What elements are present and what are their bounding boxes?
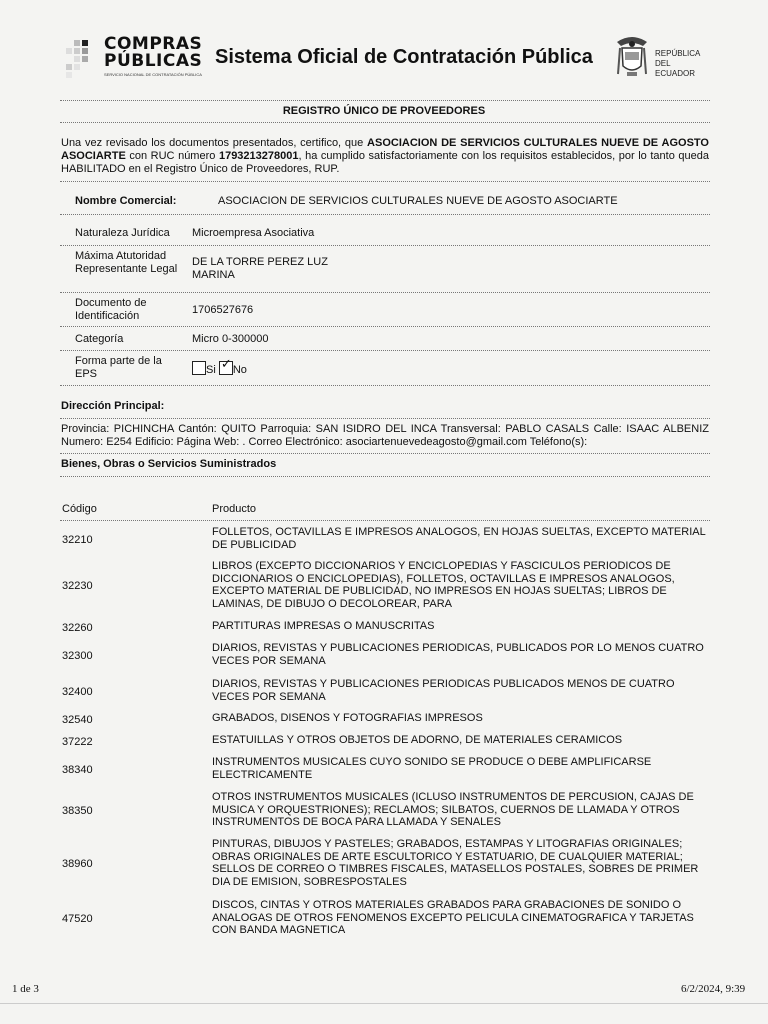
direccion-text: Provincia: PICHINCHA Cantón: QUITO Parroquia: SAN ISIDRO DEL INCA Transversal: PABLO CASALS Calle: ISAAC ALBENIZ Numero: E254 Edificio: Página Web: . Correo Electrónico: asociartenuevedeagosto@gmail.com Teléfono(s): (61, 423, 709, 448)
republic-label (655, 49, 710, 79)
product-description: ESTATUILLAS Y OTROS OBJETOS DE ADORNO, DE MATERIALES CERAMICOS (212, 734, 623, 746)
brand-name (104, 36, 202, 70)
compras-publicas-logo-icon (60, 36, 96, 82)
eps-si-label: Si (206, 364, 216, 376)
certificate-text (61, 137, 709, 176)
brand-line-1: COMPRAS (104, 34, 203, 54)
product-code: 38350 (62, 805, 93, 817)
divider (60, 520, 710, 521)
eps-label: Forma parte de la EPS (75, 355, 162, 380)
direccion-heading: Dirección Principal: (61, 400, 165, 412)
checkmark-icon: ✓ (220, 356, 232, 371)
cert-ruc: 1793213278001 (218, 150, 299, 162)
divider (60, 100, 710, 101)
product-code: 37222 (62, 736, 93, 748)
bienes-heading: Bienes, Obras o Servicios Suministrados (61, 458, 277, 470)
cert-entity: ASOCIACION DE SERVICIOS CULTURALES NUEVE DE AGOSTO ASOCIARTE (61, 137, 709, 162)
nombre-comercial-label: Nombre Comercial: (75, 195, 177, 207)
product-code: 32210 (62, 534, 93, 546)
divider (60, 245, 710, 246)
categoria-label: Categoría (75, 333, 124, 345)
naturaleza-juridica-value: Microempresa Asociativa (192, 227, 315, 239)
divider (60, 476, 710, 477)
product-description: GRABADOS, DISENOS Y FOTOGRAFIAS IMPRESOS (212, 712, 483, 724)
documento-identificacion-label: Documento de Identificación (75, 297, 147, 322)
divider (60, 326, 710, 327)
column-header-codigo: Código (62, 503, 97, 515)
eps-no-label: No (232, 364, 247, 376)
product-code: 32300 (62, 650, 93, 662)
product-code: 38960 (62, 858, 93, 870)
divider (60, 453, 710, 454)
print-datetime: 6/2/2024, 9:39 (681, 983, 746, 995)
divider (60, 350, 710, 351)
divider (60, 385, 710, 386)
nombre-comercial-value: ASOCIACION DE SERVICIOS CULTURALES NUEVE DE AGOSTO ASOCIARTE (218, 195, 618, 207)
column-header-producto: Producto (212, 503, 257, 515)
divider (60, 214, 710, 215)
product-code: 32260 (62, 622, 93, 634)
product-code: 47520 (62, 913, 93, 925)
product-code: 32540 (62, 714, 93, 726)
maxima-autoridad-label: Máxima Atutoridad Representante Legal (75, 250, 178, 275)
cert-part-2: con RUC número (125, 150, 219, 162)
categoria-value: Micro 0-300000 (192, 333, 269, 345)
product-description: LIBROS (EXCEPTO DICCIONARIOS Y ENCICLOPEDIAS Y FASCICULOS PERIODICOS DE DICCIONARIOS O ENCICLOPEDIAS), FOLLETOS, OCTAVILLAS E IMPRESOS ANALOGOS, EXCEPTO MATERIAL DE PUBLICIDAD, NO IMPRESOS EN HOJAS SUELTAS; LIBROS DE LAMINAS, DE DIBUJO O DECOLOREAR, PARA (212, 560, 675, 610)
product-description: PARTITURAS IMPRESAS O MANUSCRITAS (212, 620, 435, 632)
documento-identificacion-value: 1706527676 (192, 304, 254, 316)
eps-no-checkbox[interactable] (219, 356, 233, 375)
product-code: 32230 (62, 580, 93, 592)
eps-options (192, 356, 247, 377)
bottom-edge (0, 1003, 768, 1004)
naturaleza-juridica-label: Naturaleza Jurídica (75, 227, 170, 239)
divider (60, 292, 710, 293)
product-code: 32400 (62, 686, 93, 698)
product-description: DISCOS, CINTAS Y OTROS MATERIALES GRABADOS PARA GRABACIONES DE SONIDO O ANALOGAS DE OTROS FENOMENOS EXCEPTO PELICULA CINEMATOGRAFICA Y TARJETAS CON BANDA MAGNETICA (212, 899, 694, 936)
divider (60, 181, 710, 182)
product-description: DIARIOS, REVISTAS Y PUBLICACIONES PERIODICAS PUBLICADOS MENOS DE CUATRO VECES POR SEMANA (212, 678, 675, 703)
cert-part-3: , ha cumplido satisfactoriamente con los requisitos establecidos, por lo tanto queda HABILITADO en el Registro Único de Proveedores, RUP. (61, 150, 709, 175)
product-description: DIARIOS, REVISTAS Y PUBLICACIONES PERIODICAS, PUBLICADOS POR LO MENOS CUATRO VECES POR SEMANA (212, 642, 704, 667)
product-description: FOLLETOS, OCTAVILLAS E IMPRESOS ANALOGOS, EN HOJAS SUELTAS, EXCEPTO MATERIAL DE PUBLICIDAD (212, 526, 706, 551)
republic-line-2: DEL ECUADOR (655, 59, 696, 78)
brand-subtitle: SERVICIO NACIONAL DE CONTRATACIÓN PÚBLICA (104, 72, 202, 77)
eps-si-checkbox[interactable] (192, 361, 206, 375)
product-description: PINTURAS, DIBUJOS Y PASTELES; GRABADOS, ESTAMPAS Y LITOGRAFIAS ORIGINALES; OBRAS ORIGINALES DE ARTE ESCULTORICO Y ESTATUARIO, DE CUALQUIER MATERIAL; SELLOS DE CORREO O TIMBRES FISCALES, MATASELLOS POSTALES, SOBRES DE PRIMER DIA DE EMISION, SOBRESPOSTALES (212, 838, 699, 888)
divider (60, 122, 710, 123)
divider (60, 418, 710, 419)
product-code: 38340 (62, 764, 93, 776)
header (60, 36, 710, 86)
product-description: INSTRUMENTOS MUSICALES CUYO SONIDO SE PRODUCE O DEBE AMPLIFICARSE ELECTRICAMENTE (212, 756, 652, 781)
cert-part-1: Una vez revisado los documentos presentados, certifico, que (61, 137, 368, 149)
ecuador-coat-of-arms-icon (613, 34, 651, 80)
page-number: 1 de 3 (12, 983, 39, 995)
republic-line-1: REPÚBLICA (655, 49, 701, 58)
system-title: Sistema Oficial de Contratación Pública (215, 46, 593, 68)
maxima-autoridad-value: DE LA TORRE PEREZ LUZ MARINA (192, 256, 328, 281)
document-title: REGISTRO ÚNICO DE PROVEEDORES (282, 105, 486, 117)
product-description: OTROS INSTRUMENTOS MUSICALES (ICLUSO INSTRUMENTOS DE PERCUSION, CAJAS DE MUSICA Y ORQUESTRIONES); RECLAMOS; SILBATOS, CUERNOS DE LLAMADA Y OTROS INSTRUMENTOS DE BOCA PARA LLAMADA Y SENALES (212, 791, 694, 828)
brand-line-2: PÚBLICAS (104, 51, 203, 71)
